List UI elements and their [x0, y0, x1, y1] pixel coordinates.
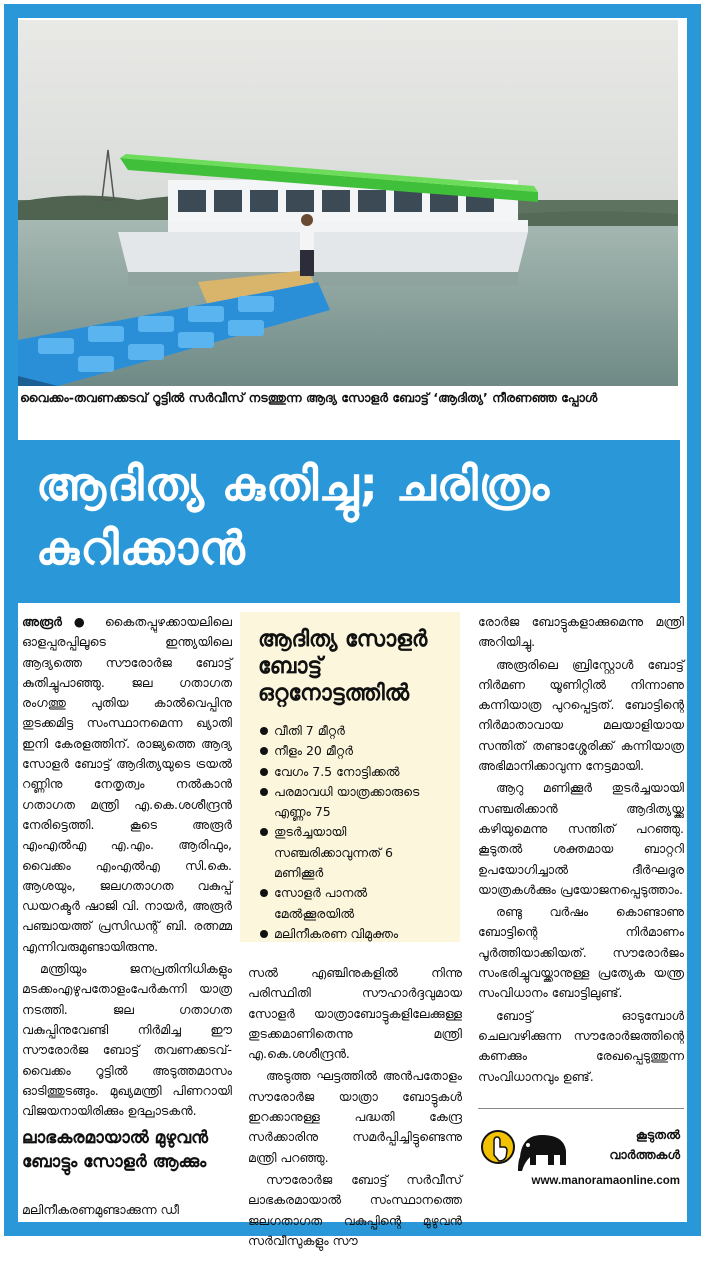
news-photo	[18, 20, 678, 386]
headline-banner	[18, 440, 680, 603]
article-column-3	[478, 612, 684, 1089]
paragraph: മലിനീകരണമുണ്ടാക്കുന്ന ഡീ	[22, 1202, 179, 1217]
paragraph: രണ്ടു വർഷം കൊണ്ടാണു ബോട്ടിന്റെ നിർമാണം പൂർത്തിയാക്കിയത്. സൗരോർജം സംഭരിച്ചുവയ്ക്കാനുള്ള പ്രത്യേക യന്ത്ര സംവിധാനം ബോട്ടിലുണ്ട്.	[478, 904, 684, 1001]
site-url[interactable]: www.manoramaonline.com	[531, 1175, 680, 1187]
paragraph: ബോട്ട് ഓടുമ്പോൾ ചെലവഴിക്കുന്ന സൗരോർജത്തിന്റെ കണക്കും രേഖപ്പെടുത്തുന്ന സംവിധാനവും ഉണ്ട്.	[478, 1007, 684, 1084]
headline: ആദിത്യ കുതിച്ചു; ചരിത്രം കുറിക്കാൻ	[36, 457, 551, 575]
fact-item: തുടർച്ചയായി സഞ്ചരിക്കാവുന്നത് 6 മണിക്കൂർ	[258, 822, 444, 883]
fact-item: വേഗം 7.5 നോട്ടിക്കൽ	[258, 762, 444, 782]
paragraph: രോർജ ബോട്ടുകളാക്കുമെന്നു മന്ത്രി അറിയിച്ചു.	[478, 614, 684, 650]
paragraph: സൗരോർജ ബോട്ട് സർവീസ് ലാഭകരമായാൽ സംസ്ഥാനത്തെ ജലഗതാഗത വകുപ്പിന്റെ മുഴുവൻ സർവീസുകളും സൗ	[248, 1171, 462, 1248]
paragraph: സൽ എഞ്ചിനുകളിൽ നിന്നു പരിസ്ഥിതി സൗഹാർദ്ദവുമായ സോളർ യാത്രാബോട്ടുകളിലേക്കുള്ള തുടക്കമാണിതെന്നു മന്ത്രി എ.കെ.ശശീന്ദ്രൻ.	[248, 965, 462, 1062]
paragraph: മന്ത്രിയും ജനപ്രതിനിധികളും മടക്കംഎഴുപതോളംപേർകന്നി യാത്ര നടത്തി. ജല ഗതാഗത വകുപ്പിനുവേണ്ടി നിർമിച്ച ഈ സൗരോർജ ബോട്ട് തവണക്കടവ്-വൈക്കം റൂട്ടിൽ അടുത്തമാസം ഓടിത്തുടങ്ങും. മുഖ്യമന്ത്രി പിണറായി വിജയനായിരിക്കും ഉദ്ഘാടകൻ.	[22, 961, 232, 1119]
photo-caption: വൈക്കം-തവണക്കടവ് റൂട്ടിൽ സർവീസ് നടത്തുന്ന ആദ്യ സോളർ ബോട്ട് ‘ആദിത്യ’ നീരണഞ്ഞ പ്പോൾ	[20, 390, 598, 405]
fact-item: വീതി 7 മീറ്റർ	[258, 721, 444, 741]
paragraph: ആറു മണിക്കൂർ തുടർച്ചയായി സഞ്ചരിക്കാൻ ആദിത്യയ്ക്കു കഴിയുമെന്നു സന്തിത് പറഞ്ഞു. കൂടുതൽ ശക്തമായ ബാറ്ററി ഉപയോഗിച്ചാൽ ദീർഘദൂര യാത്രകൾക്കും പ്രയോജനപ്പെടുത്താം.	[478, 780, 684, 897]
fact-list	[258, 721, 444, 944]
fact-box	[240, 612, 460, 942]
fact-box-title: ആദിത്യ സോളർ ബോട്ട് ഒറ്റനോട്ടത്തിൽ	[258, 627, 428, 706]
fact-item: മലിനീകരണ വിമുക്തം	[258, 924, 444, 944]
fact-item: നീളം 20 മീറ്റർ	[258, 741, 444, 761]
article-column-1	[22, 612, 232, 1123]
subheading: ലാഭകരമായാൽ മുഴുവൻ ബോട്ടും സോളർ ആക്കും	[22, 1128, 208, 1172]
more-news-box[interactable]	[478, 1108, 684, 1196]
paragraph: അടുത്ത ഘട്ടത്തിൽ അൻപതോളം സൗരോർജ യാത്രാ ബോട്ടുകൾ ഇറക്കാനുള്ള പദ്ധതി കേന്ദ്ര സർക്കാരിനു സമർപ്പിച്ചിട്ടുണ്ടെന്നു മന്ത്രി പറഞ്ഞു.	[248, 1068, 462, 1165]
dateline: അരൂർ	[22, 614, 62, 629]
fact-item: സോളർ പാനൽ മേൽക്കൂരയിൽ	[258, 883, 444, 924]
paragraph: അരൂർ ● കൈതപ്പുഴക്കായലിലെ ഓളപ്പരപ്പിലൂടെ ഇന്ത്യയിലെ ആദ്യത്തെ സൗരോർജ ബോട്ട് കുതിച്ചുപാഞ്ഞു. ജല ഗതാഗത രംഗത്തു പുതിയ കാൽവെപ്പിനു തുടക്കമിട്ട സംസ്ഥാനമെന്ന ഖ്യാതി ഇനി കേരളത്തിന്. രാജ്യത്തെ ആദ്യ സോളർ ബോട്ട് ആദിത്യയുടെ ട്രയൽ റണ്ണിനു നേതൃത്വം നൽകാൻ ഗതാഗത മന്ത്രി എ.കെ.ശശീന്ദ്രൻ നേരിട്ടെത്തി. കൂടെ അരൂർ എംഎൽഎ എ.എം. ആരിഫും, വൈക്കം എംഎൽഎ സി.കെ. ആശയും, ജലഗതാഗത വകുപ്പ് ഡയറക്ടർ ഷാജി വി. നായർ, അരൂർ പഞ്ചായത്ത് പ്രസിഡന്റ് ബി. രത്നമ്മ എന്നിവരുമുണ്ടായിരുന്നു.	[22, 614, 232, 954]
fact-item: പരമാവധി യാത്രക്കാരുടെ എണ്ണം 75	[258, 782, 444, 823]
paragraph: അരൂരിലെ ബ്രിസ്റ്റോൾ ബോട്ട് നിർമണ യൂണിറ്റിൽ നിന്നാണു കന്നിയാത്ര പുറപ്പെട്ടത്. ബോട്ടിന്റെ നിർമാതാവായ മലയാളിയായ സന്തിത് തണ്ടാശ്ശേരിക്ക് കന്നിയാത്ര അഭിമാനിക്കാവുന്ന നേട്ടമായി.	[478, 656, 684, 774]
article-column-2	[248, 963, 462, 1253]
more-news-label: കൂടുതൽ വാർത്തകൾ	[609, 1127, 680, 1162]
